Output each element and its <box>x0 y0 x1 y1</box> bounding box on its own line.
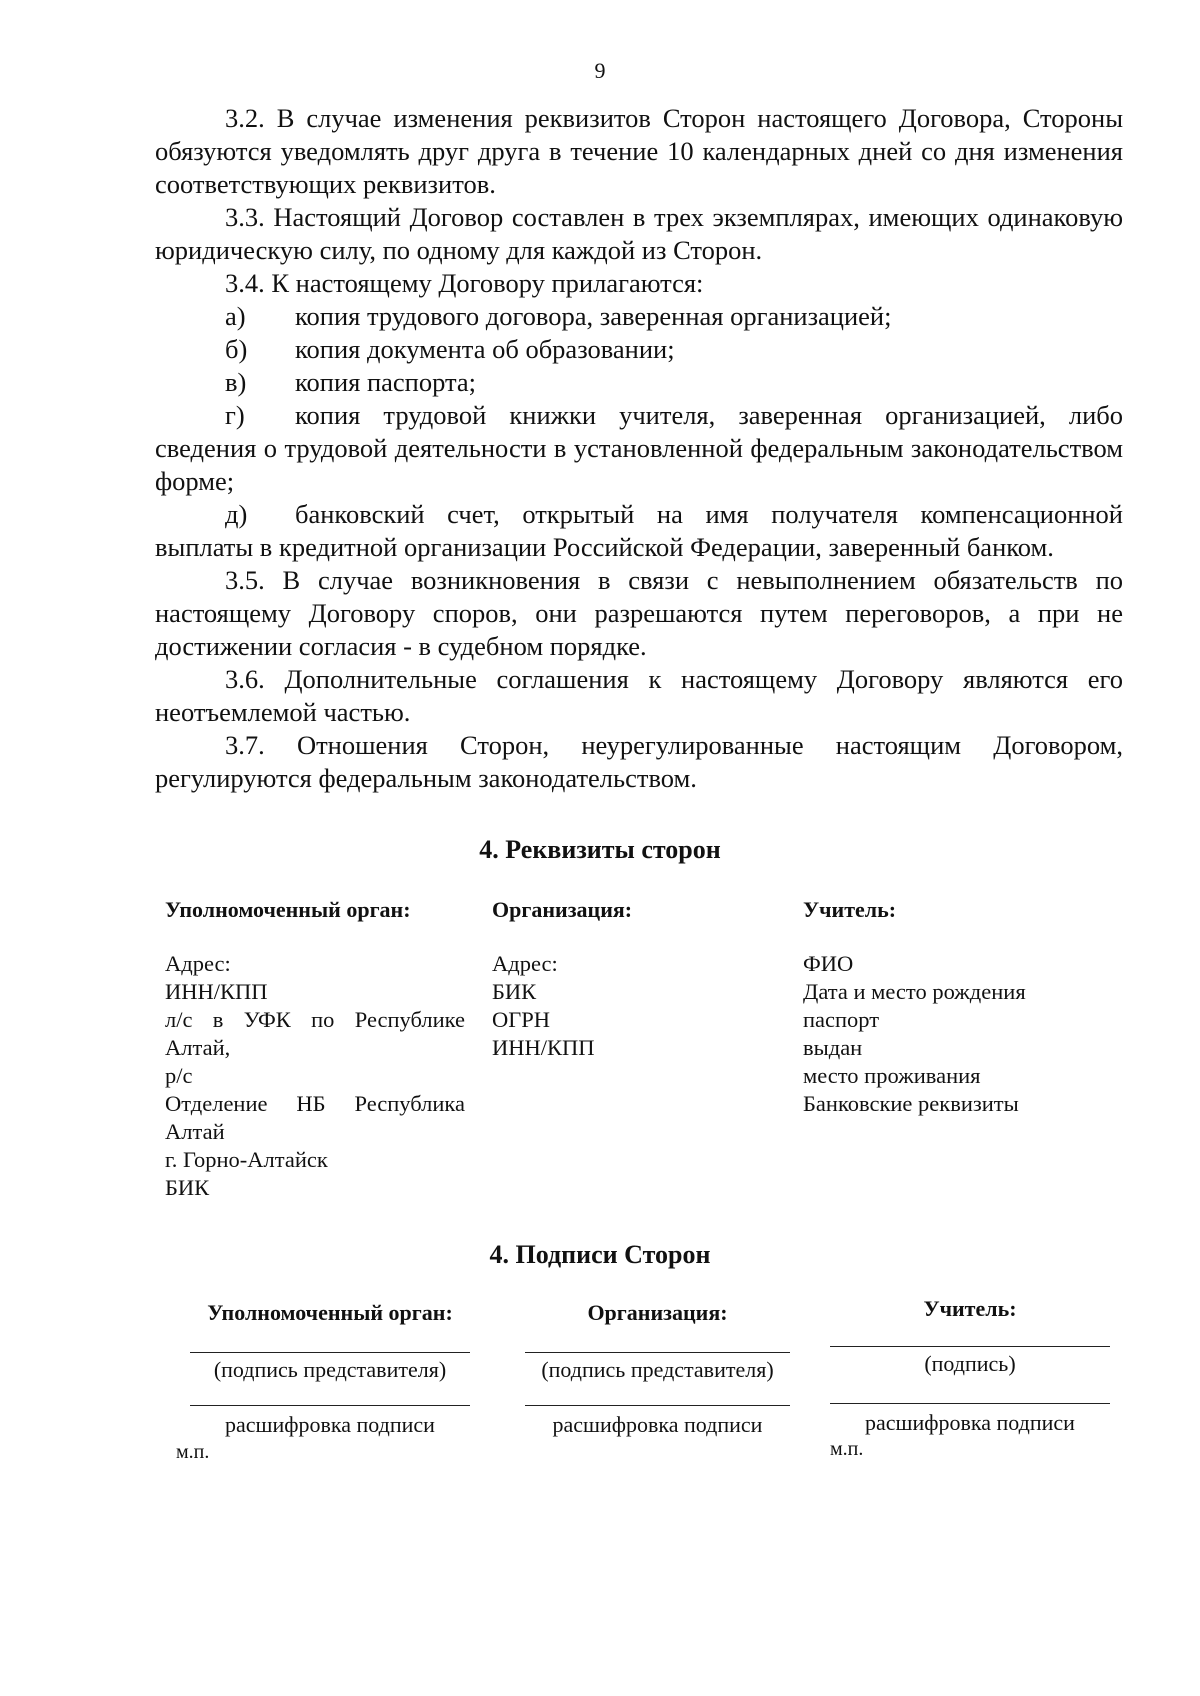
requisite-line: Алтай <box>165 1119 225 1144</box>
list-item-text: банковский счет, открытый на имя получателя компенсационной выплаты в кредитной организации Российской Федерации, заверенный банком. <box>155 499 1123 562</box>
signature-line <box>525 1352 790 1353</box>
requisite-line: ФИО <box>803 951 854 976</box>
requisite-line: г. Горно-Алтайск <box>165 1147 328 1172</box>
authority-requisites <box>165 950 465 1202</box>
teacher-requisites <box>803 950 1123 1118</box>
authority-signature-block <box>190 1300 470 1438</box>
list-item-text: копия документа об образовании; <box>295 334 675 364</box>
signature-caption: (подпись представителя) <box>213 1357 447 1382</box>
teacher-signature-heading: Учитель: <box>923 1296 1017 1321</box>
list-item <box>155 399 1123 498</box>
list-marker: д) <box>225 499 248 529</box>
requisite-line: ОГРН <box>492 1007 551 1032</box>
signature-line <box>190 1352 470 1353</box>
list-item <box>155 300 1123 333</box>
list-item <box>155 366 1123 399</box>
list-item-text: копия паспорта; <box>295 367 477 397</box>
clause-3-7: 3.7. Отношения Сторон, неурегулированные настоящим Договором, регулируются федеральным законодательством. <box>155 730 1123 793</box>
requisite-line: место проживания <box>803 1063 981 1088</box>
requisite-line: Дата и место рождения <box>803 979 1026 1004</box>
clause-3-6: 3.6. Дополнительные соглашения к настоящему Договору являются его неотъемлемой частью. <box>155 664 1123 727</box>
signature-caption: (подпись представителя) <box>541 1357 774 1382</box>
requisite-line: ИНН/КПП <box>165 979 268 1004</box>
list-marker: б) <box>225 334 248 364</box>
organization-requisites <box>492 950 752 1062</box>
signature-caption: (подпись) <box>924 1351 1016 1376</box>
requisite-line: паспорт <box>803 1007 880 1032</box>
organization-signature-block <box>525 1300 790 1438</box>
stamp-label: м.п. <box>176 1441 210 1463</box>
stamp-label: м.п. <box>830 1438 864 1460</box>
list-marker: а) <box>225 301 246 331</box>
list-marker: в) <box>225 367 247 397</box>
organization-signature-heading: Организация: <box>587 1300 728 1325</box>
requisite-line: Банковские реквизиты <box>803 1091 1019 1116</box>
decode-line <box>525 1405 790 1406</box>
requisite-line: ИНН/КПП <box>492 1035 595 1060</box>
decode-line <box>190 1405 470 1406</box>
authority-signature-heading: Уполномоченный орган: <box>207 1300 453 1325</box>
requisite-line: Алтай, <box>165 1035 231 1060</box>
decode-caption: расшифровка подписи <box>552 1412 763 1437</box>
clause-3-3: 3.3. Настоящий Договор составлен в трех экземплярах, имеющих одинаковую юридическую силу, по одному для каждой из Сторон. <box>155 202 1123 265</box>
signatures-title: 4. Подписи Сторон <box>489 1240 711 1269</box>
list-item-text: копия трудового договора, заверенная организацией; <box>295 301 892 331</box>
teacher-signature-block <box>830 1296 1110 1436</box>
decode-line <box>830 1403 1110 1404</box>
list-item <box>155 498 1123 564</box>
decode-caption: расшифровка подписи <box>865 1410 1075 1435</box>
clause-3-2: 3.2. В случае изменения реквизитов Сторон настоящего Договора, Стороны обязуются уведомлять друг друга в течение 10 календарных дней со дня изменения соответствующих реквизитов. <box>155 103 1123 199</box>
organization-heading: Организация: <box>492 897 633 922</box>
list-item-text: копия трудовой книжки учителя, заверенная организацией, либо сведения о трудовой деятельности в установленной федеральным законодательством форме; <box>155 400 1123 496</box>
requisite-line: л/с в УФК по Республике <box>165 1007 465 1032</box>
list-marker: г) <box>225 400 245 430</box>
requisite-line: БИК <box>492 979 537 1004</box>
clause-3-4: 3.4. К настоящему Договору прилагаются: <box>225 268 704 298</box>
requisite-line: Адрес: <box>165 951 231 976</box>
requisite-line: р/с <box>165 1063 193 1088</box>
requisite-line: Адрес: <box>492 951 558 976</box>
decode-caption: расшифровка подписи <box>225 1412 435 1437</box>
teacher-heading: Учитель: <box>803 897 897 922</box>
requisite-line: Отделение НБ Республика <box>165 1091 465 1116</box>
authority-heading: Уполномоченный орган: <box>165 897 411 922</box>
list-item <box>155 333 1123 366</box>
requisites-title: 4. Реквизиты сторон <box>479 835 721 864</box>
requisite-line: выдан <box>803 1035 863 1060</box>
page-number: 9 <box>594 58 606 83</box>
requisite-line: БИК <box>165 1175 210 1200</box>
contract-body <box>155 102 1123 795</box>
clause-3-5: 3.5. В случае возникновения в связи с невыполнением обязательств по настоящему Договору споров, они разрешаются путем переговоров, а при не достижении согласия - в судебном порядке. <box>155 565 1123 661</box>
signature-line <box>830 1346 1110 1347</box>
